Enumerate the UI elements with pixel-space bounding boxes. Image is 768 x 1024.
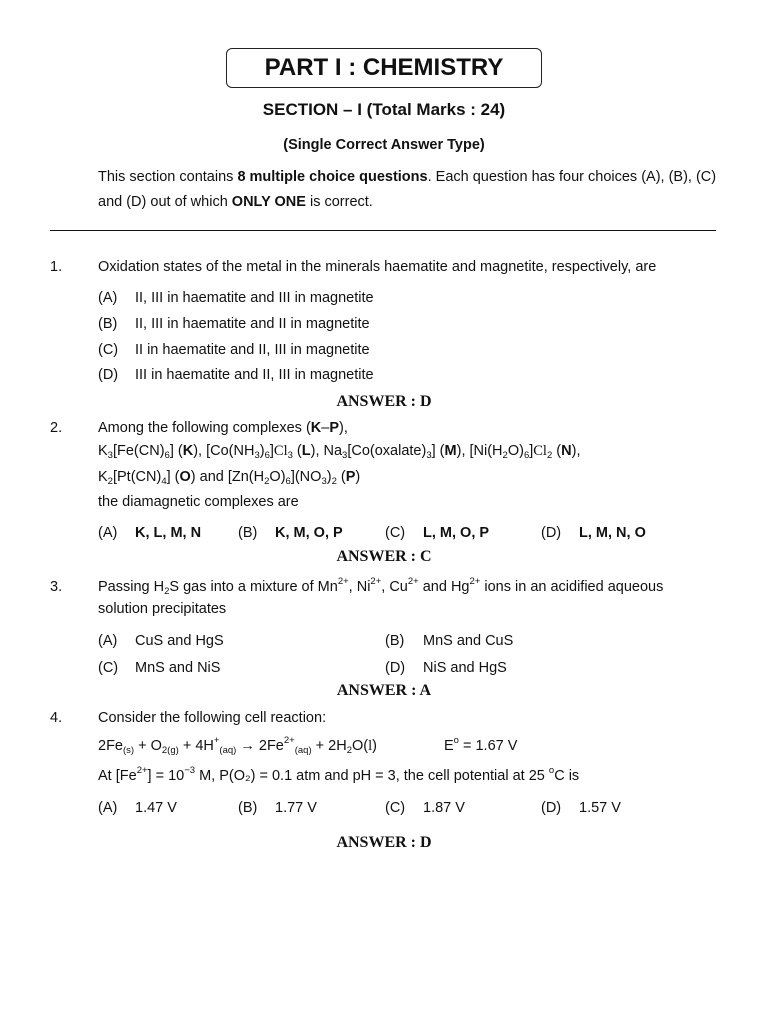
option-label: (D) [541, 525, 562, 541]
question-text: Passing $H_2S$ gas into a mixture of $Mn^{2+}$, $Ni^{2+}$, $Cu^{2+}$ and $Hg^{2+}$ ions in an acidified aqueous [98, 576, 664, 597]
complex-list-line: $K_2[Pt(CN)_4]$ (O) and $[Zn(H_2O)_6](NO_3)_2$ (P) [98, 469, 361, 487]
option-text: K, L, M, N [135, 525, 202, 541]
question-text: Among the following complexes (K–P), [98, 420, 348, 436]
option-label: (C) [385, 800, 406, 816]
option-text: K, M, O, P [275, 525, 343, 541]
option-label: (B) [385, 633, 405, 649]
answer-key: ANSWER : D [336, 834, 432, 851]
question-number: 2. [50, 420, 63, 436]
question-text: Oxidation states of the metal in the minerals haematite and magnetite, respectively, are [98, 259, 657, 275]
option-text: II, III in haematite and III in magnetite [135, 290, 374, 306]
option-label: (A) [98, 800, 118, 816]
option-label: (D) [541, 800, 562, 816]
option-text: III in haematite and II, III in magnetite [135, 367, 374, 383]
question-number: 3. [50, 579, 63, 595]
answer-type-subtitle: (Single Correct Answer Type) [283, 137, 485, 153]
option-text: 1.87 V [423, 800, 465, 816]
complex-list-line: $K_3[Fe(CN)_6]$ (K), $[Co(NH_3)_6]Cl_3$ (L), $Na_3[Co(oxalate)_3]$ (M), $[Ni(H_2O)_6]Cl_2$ (N), [98, 443, 581, 461]
option-text: 1.77 V [275, 800, 317, 816]
cell-reaction-equation: $2Fe_{(s)} + O_{2(g)} + 4H^+_{(aq)} \to 2Fe^{2+}_{(aq)} + 2H_2O(l)$ [98, 735, 377, 756]
question-conditions: At $[Fe^{2+}] = 10^{-3}$ M, P(O₂) = 0.1 atm and pH = 3, the cell potential at 25 $^o$C is [98, 765, 580, 784]
option-text: MnS and CuS [423, 633, 514, 649]
option-label: (B) [238, 525, 258, 541]
answer-key: ANSWER : C [336, 548, 432, 565]
question-text-continued: solution precipitates [98, 601, 227, 617]
option-text: 1.47 V [135, 800, 177, 816]
section-title: SECTION – I (Total Marks : 24) [262, 100, 506, 119]
answer-key: ANSWER : A [336, 682, 432, 699]
option-label: (A) [98, 525, 118, 541]
option-text: L, M, N, O [579, 525, 646, 541]
option-text: II in haematite and II, III in magnetite [135, 342, 370, 358]
option-label: (B) [98, 316, 118, 332]
option-label: (C) [385, 525, 406, 541]
divider [50, 230, 716, 231]
section-instructions: This section contains 8 multiple choice questions. Each question has four choices (A), (B), (C) and (D) out of which ONLY ONE is correct. [98, 169, 717, 210]
option-text: MnS and NiS [135, 660, 221, 676]
option-label: (D) [98, 367, 119, 383]
question-text: the diamagnetic complexes are [98, 494, 299, 510]
option-text: 1.57 V [579, 800, 621, 816]
question-number: 4. [50, 710, 63, 726]
standard-potential: $E^o = 1.67$ V [444, 735, 518, 754]
option-label: (A) [98, 290, 118, 306]
option-label: (C) [98, 342, 119, 358]
option-text: CuS and HgS [135, 633, 224, 649]
question-number: 1. [50, 259, 63, 275]
option-label: (A) [98, 633, 118, 649]
option-label: (B) [238, 800, 258, 816]
option-label: (C) [98, 660, 119, 676]
question-text: Consider the following cell reaction: [98, 710, 327, 726]
part-title: PART I : CHEMISTRY [226, 48, 542, 88]
option-label: (D) [385, 660, 406, 676]
answer-key: ANSWER : D [336, 393, 432, 410]
option-text: NiS and HgS [423, 660, 507, 676]
option-text: L, M, O, P [423, 525, 490, 541]
option-text: II, III in haematite and II in magnetite [135, 316, 370, 332]
